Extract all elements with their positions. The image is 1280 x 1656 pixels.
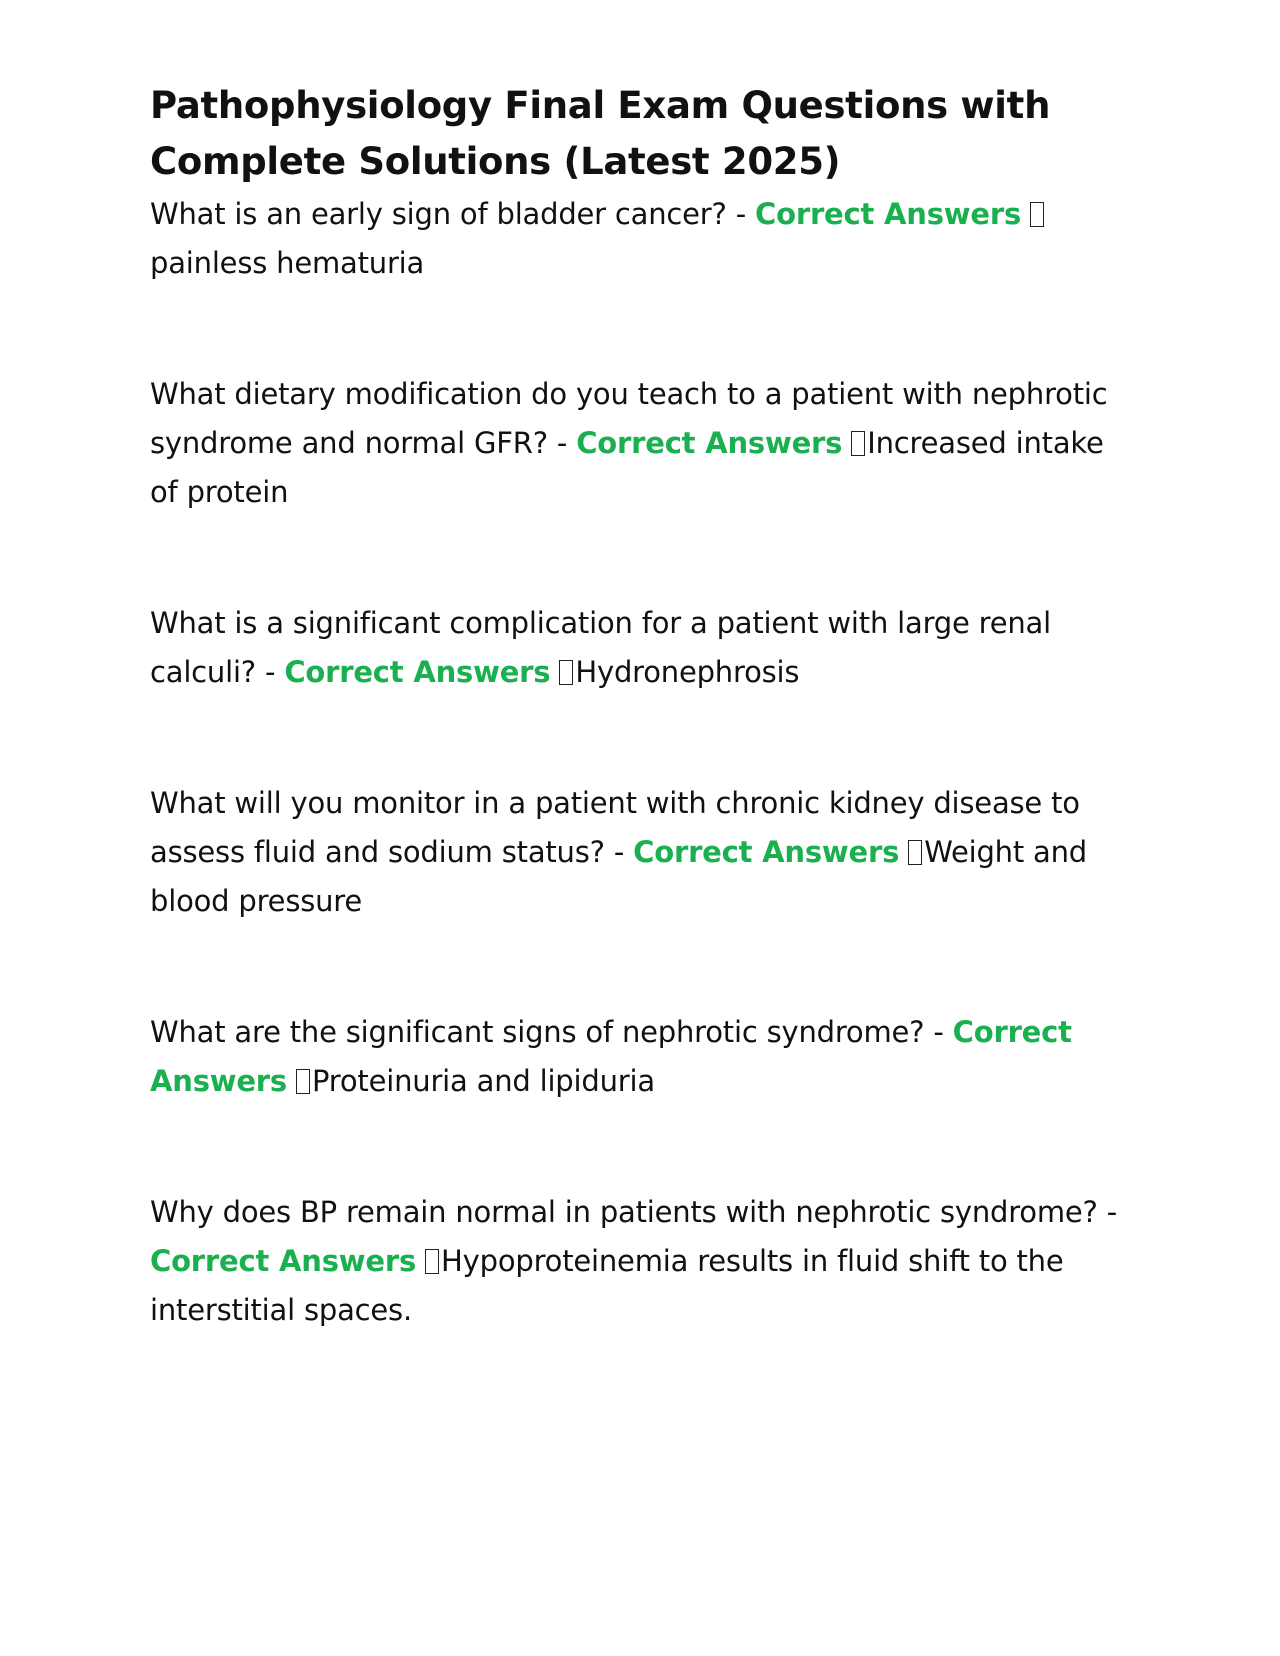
separator: - [604, 835, 634, 869]
separator: - [1097, 1195, 1118, 1229]
correct-answers-label: Correct Answers [755, 197, 1022, 231]
missing-glyph-icon [851, 431, 865, 456]
separator: - [726, 197, 756, 231]
missing-glyph-icon [296, 1069, 310, 1094]
missing-glyph-icon [908, 840, 922, 865]
correct-answers-label: Correct Answers [150, 1244, 417, 1278]
document-title: Pathophysiology Final Exam Questions with Complete Solutions (Latest 2025) [150, 84, 1051, 183]
answer-text: painless hematuria [150, 246, 425, 280]
answer-text: Proteinuria and lipiduria [312, 1064, 655, 1098]
missing-glyph-icon [1030, 202, 1044, 227]
correct-answers-label: Correct Answers [633, 835, 900, 869]
question-text: What will you monitor in a patient with chronic kidney disease to assess fluid and sodium status? [150, 786, 1080, 869]
answer-text: Hypoproteinemia results in fluid shift to the interstitial spaces. [150, 1244, 1064, 1327]
qa-item [150, 190, 1140, 288]
question-text: What is a significant complication for a patient with large renal calculi? [150, 606, 1051, 689]
qa-item [150, 1008, 1140, 1106]
answer-text: Weight and blood pressure [150, 835, 1088, 918]
answer-text: Increased intake of protein [150, 426, 1104, 509]
missing-glyph-icon [425, 1249, 439, 1274]
correct-answers-label: Correct Answers [284, 655, 551, 689]
question-text: What are the significant signs of nephrotic syndrome? [150, 1015, 925, 1049]
separator: - [547, 426, 577, 460]
document-page [150, 78, 1140, 1335]
separator: - [924, 1015, 953, 1049]
correct-answers-label: Correct Answers [576, 426, 843, 460]
question-text: Why does BP remain normal in patients with nephrotic syndrome? [150, 1195, 1098, 1229]
qa-item [150, 779, 1140, 926]
qa-item [150, 370, 1140, 517]
qa-item [150, 1188, 1140, 1335]
correct-answers-label: Correct Answers [150, 1015, 1072, 1098]
answer-text: Hydronephrosis [575, 655, 800, 689]
missing-glyph-icon [559, 660, 573, 685]
separator: - [256, 655, 285, 689]
qa-item [150, 599, 1140, 697]
question-text: What dietary modification do you teach to a patient with nephrotic syndrome and normal GFR? [150, 377, 1108, 460]
question-text: What is an early sign of bladder cancer? [150, 197, 727, 231]
